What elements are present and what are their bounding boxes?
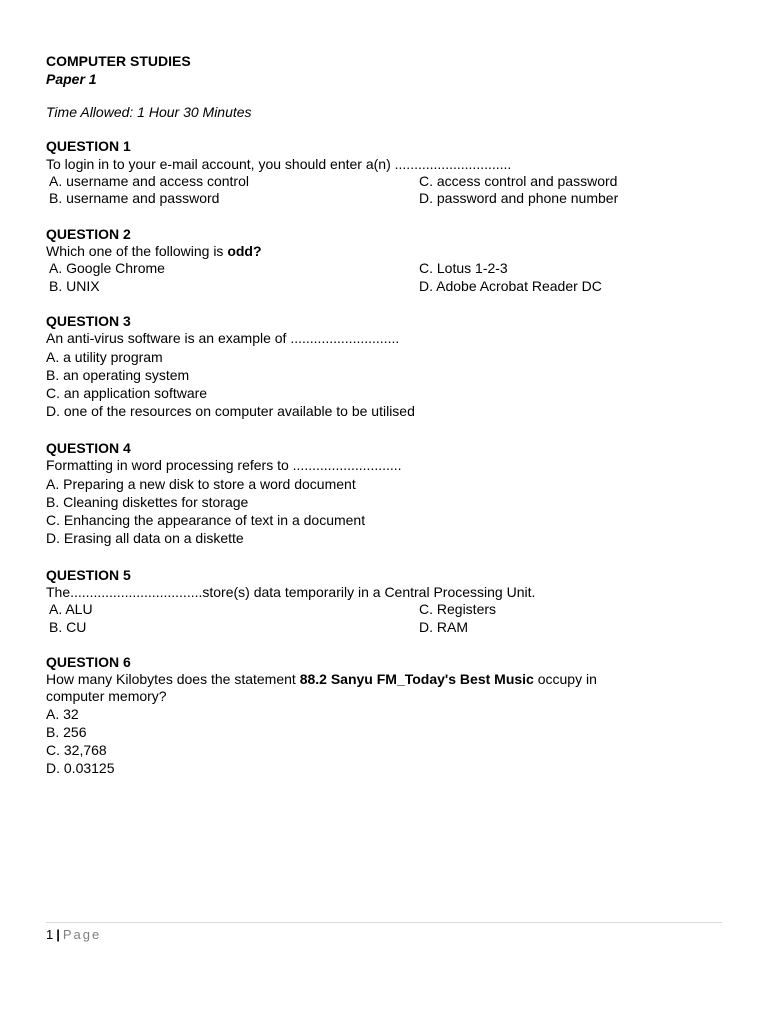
option-d: D. one of the resources on computer available to be utilised xyxy=(46,403,415,419)
page-separator: | xyxy=(56,927,60,942)
option-d: D. 0.03125 xyxy=(46,760,115,776)
option-a: A. a utility program xyxy=(46,349,163,365)
option-c: C. Lotus 1-2-3 xyxy=(419,260,508,276)
option-d: D. RAM xyxy=(419,619,468,635)
question-text: An anti-virus software is an example of ............................ xyxy=(46,330,400,346)
document-title: COMPUTER STUDIES xyxy=(46,53,191,69)
question-text: The..................................store(s) data temporarily in a Central Processing Unit. xyxy=(46,584,536,600)
option-a: A. Google Chrome xyxy=(49,260,165,276)
option-d: D. password and phone number xyxy=(419,190,619,206)
page-label: Page xyxy=(62,927,102,942)
question-heading: QUESTION 1 xyxy=(46,138,131,154)
option-a: A. username and access control xyxy=(49,173,249,189)
question-text: To login in to your e-mail account, you should enter a(n) .............................. xyxy=(46,156,512,172)
paper-label: Paper 1 xyxy=(46,71,97,87)
option-c: C. 32,768 xyxy=(46,742,107,758)
option-d: D. Adobe Acrobat Reader DC xyxy=(419,278,602,294)
question-text: Formatting in word processing refers to ............................ xyxy=(46,457,402,473)
option-a: A. Preparing a new disk to store a word document xyxy=(46,476,356,492)
option-b: B. UNIX xyxy=(49,278,100,294)
question-heading: QUESTION 6 xyxy=(46,654,131,670)
question-text: How many Kilobytes does the statement 88.2 Sanyu FM_Today's Best Music occupy in xyxy=(46,671,597,687)
question-text-continued: computer memory? xyxy=(46,688,167,704)
option-c: C. Registers xyxy=(419,601,497,617)
question-heading: QUESTION 4 xyxy=(46,440,131,456)
option-d: D. Erasing all data on a diskette xyxy=(46,530,244,546)
question-heading: QUESTION 3 xyxy=(46,313,131,329)
option-c: C. an application software xyxy=(46,385,208,401)
time-allowed: Time Allowed: 1 Hour 30 Minutes xyxy=(46,104,252,120)
option-a: A. ALU xyxy=(49,601,93,617)
question-heading: QUESTION 5 xyxy=(46,567,131,583)
question-text: Which one of the following is odd? xyxy=(46,243,262,259)
page-number: 1 xyxy=(46,927,54,942)
option-b: B. username and password xyxy=(49,190,220,206)
option-c: C. access control and password xyxy=(419,173,618,189)
option-b: B. CU xyxy=(49,619,87,635)
emphasis-text: 88.2 Sanyu FM_Today's Best Music xyxy=(299,671,534,687)
option-b: B. an operating system xyxy=(46,367,190,383)
option-a: A. 32 xyxy=(46,706,79,722)
emphasis-text: odd? xyxy=(227,243,262,259)
option-c: C. Enhancing the appearance of text in a document xyxy=(46,512,366,528)
option-b: B. Cleaning diskettes for storage xyxy=(46,494,249,510)
option-b: B. 256 xyxy=(46,724,87,740)
footer-divider xyxy=(46,922,722,923)
question-heading: QUESTION 2 xyxy=(46,226,131,242)
page-footer xyxy=(46,926,101,944)
